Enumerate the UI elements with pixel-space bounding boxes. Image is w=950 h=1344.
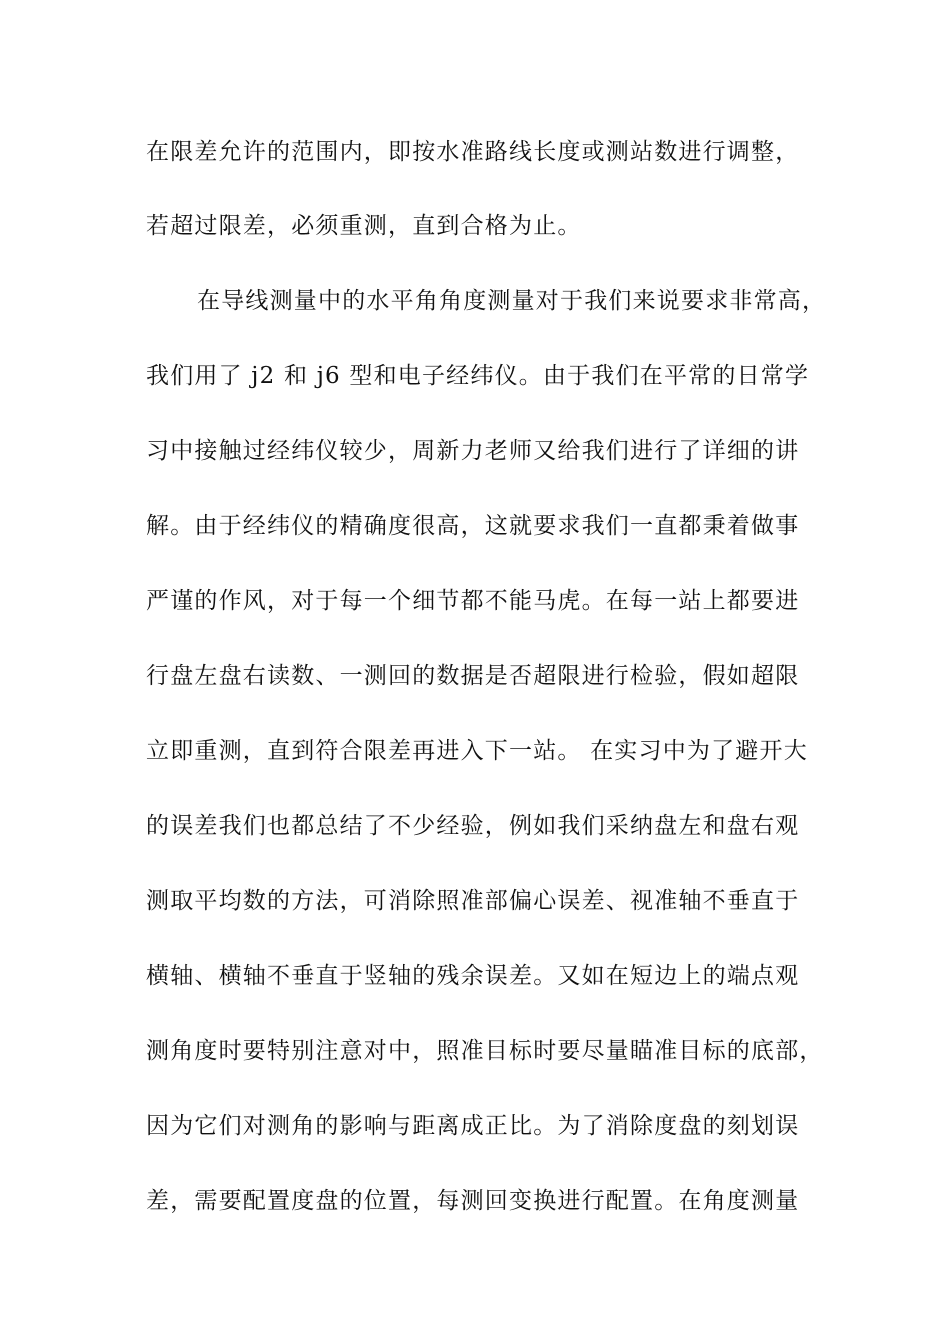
text-line-10: 的误差我们也都总结了不少经验，例如我们采纳盘左和盘右观 xyxy=(146,813,800,839)
text-line-13: 测角度时要特别注意对中，照准目标时要尽量瞄准目标的底部， xyxy=(146,1038,824,1064)
text-line-8: 行盘左盘右读数、一测回的数据是否超限进行检验，假如超限 xyxy=(146,663,800,689)
text-line-5: 习中接触过经纬仪较少，周新力老师又给我们进行了详细的讲 xyxy=(146,438,800,464)
paragraph-start-line: 在导线测量中的水平角角度测量对于我们来说要求非常高， xyxy=(197,288,827,314)
text-line-9: 立即重测，直到符合限差再进入下一站。 在实习中为了避开大 xyxy=(146,738,808,764)
text-line-4: 我们用了 j2 和 j6 型和电子经纬仪。由于我们在平常的日常学 xyxy=(146,363,810,389)
text-line-14: 因为它们对测角的影响与距离成正比。为了消除度盘的刻划误 xyxy=(146,1113,800,1139)
text-line-15: 差，需要配置度盘的位置，每测回变换进行配置。在角度测量 xyxy=(146,1188,800,1214)
text-line-7: 严谨的作风，对于每一个细节都不能马虎。在每一站上都要进 xyxy=(146,588,800,614)
text-line-6: 解。由于经纬仪的精确度很高，这就要求我们一直都秉着做事 xyxy=(146,513,800,539)
text-line-11: 测取平均数的方法，可消除照准部偏心误差、视准轴不垂直于 xyxy=(146,888,800,914)
text-line-12: 横轴、横轴不垂直于竖轴的残余误差。又如在短边上的端点观 xyxy=(146,963,800,989)
text-line-1: 在限差允许的范围内，即按水准路线长度或测站数进行调整， xyxy=(146,139,800,165)
text-line-2: 若超过限差，必须重测，直到合格为止。 xyxy=(146,213,582,239)
